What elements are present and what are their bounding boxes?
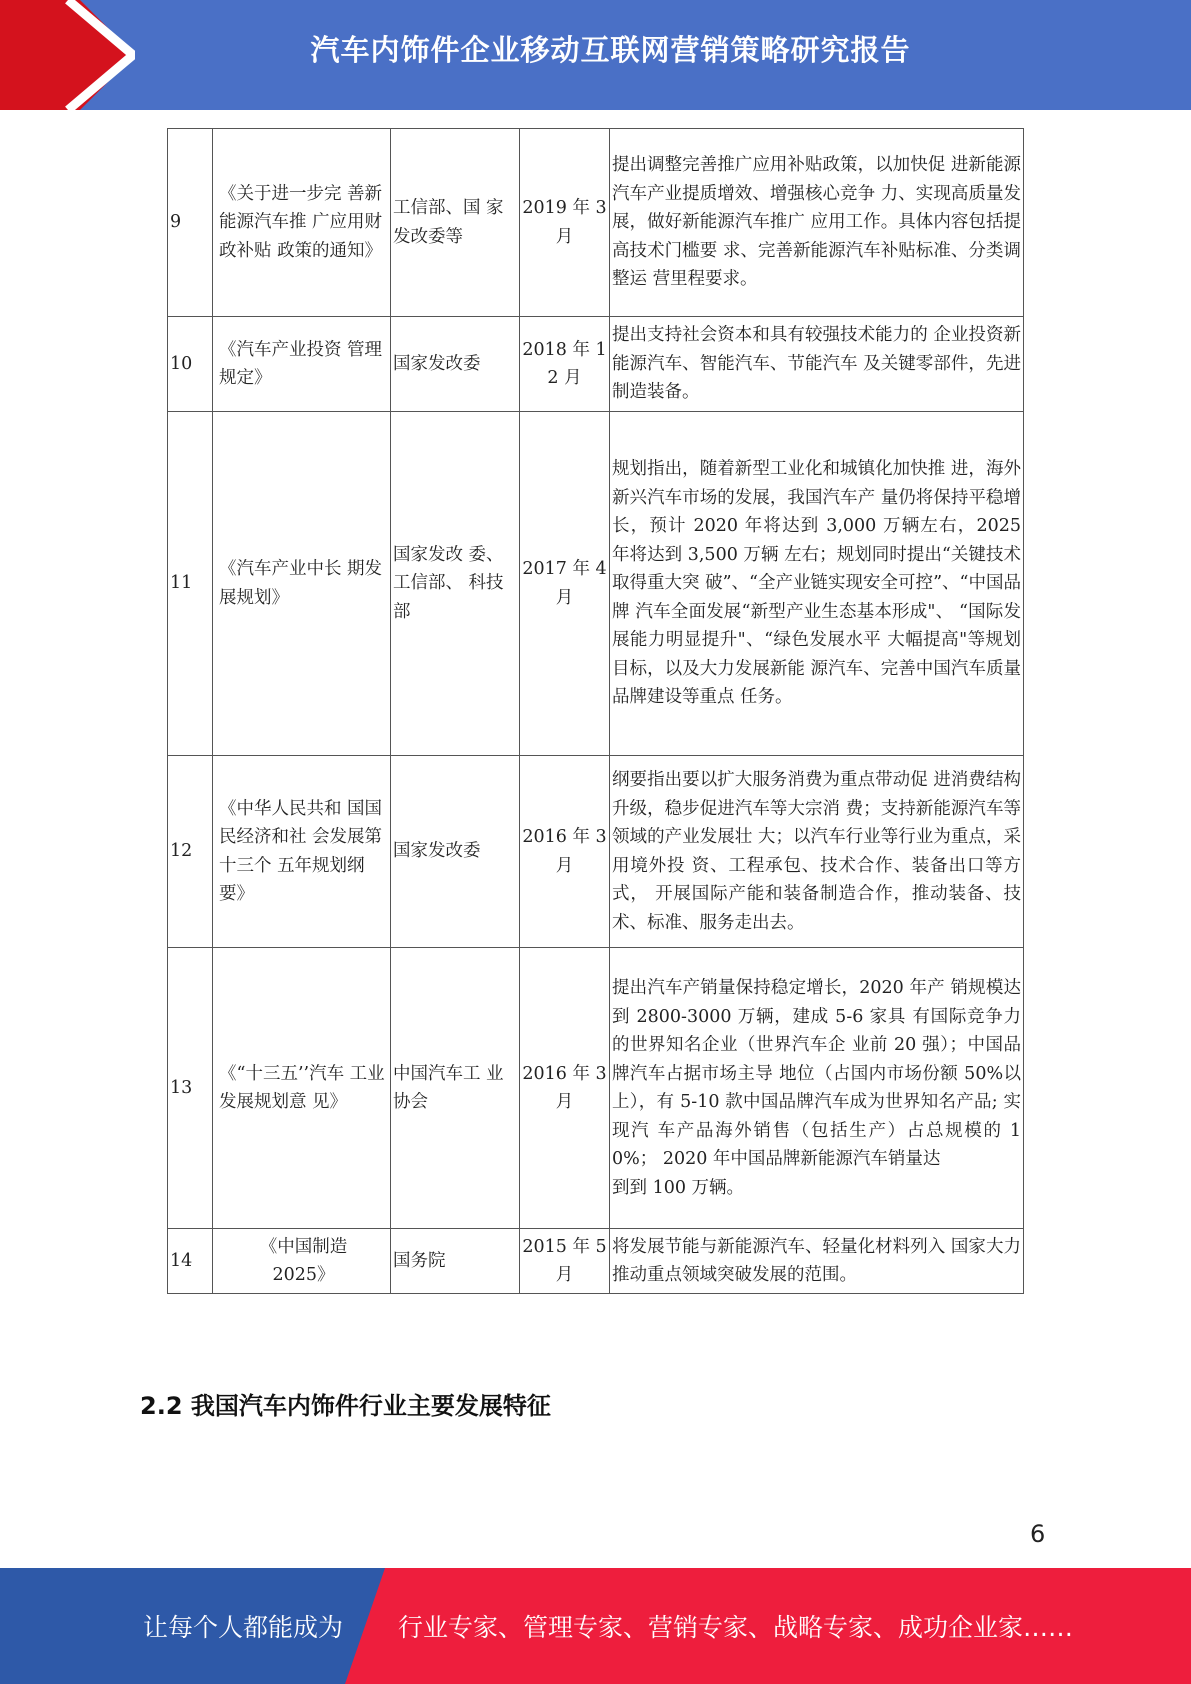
policy-description: 提出调整完善推广应用补贴政策，以加快促 进新能源汽车产业提质增效、增强核心竞争 力、实现高质量发展，做好新能源汽车推广 应用工作。具体内容包括提高技术门槛要 求、完善新能源汽车补贴标准、分类调整运 营里程要求。 bbox=[610, 129, 1024, 317]
policy-table bbox=[167, 128, 1024, 1294]
policy-description: 将发展节能与新能源汽车、轻量化材料列入 国家大力推动重点领域突破发展的范围。 bbox=[610, 1229, 1024, 1294]
policy-name: 《中国制造 2025》 bbox=[213, 1229, 391, 1294]
report-title: 汽车内饰件企业移动互联网营销策略研究报告 bbox=[310, 33, 911, 67]
table-row bbox=[168, 129, 1024, 317]
table-row bbox=[168, 1229, 1024, 1294]
policy-date: 2018 年 12 月 bbox=[520, 317, 610, 412]
policy-name: 《“十三五’’汽车 工业发展规划意 见》 bbox=[213, 948, 391, 1229]
policy-date: 2019 年 3月 bbox=[520, 129, 610, 317]
policy-name: 《汽车产业投资 管理规定》 bbox=[213, 317, 391, 412]
row-number: 12 bbox=[168, 756, 213, 948]
table-row bbox=[168, 317, 1024, 412]
policy-department: 国务院 bbox=[391, 1229, 520, 1294]
row-number: 11 bbox=[168, 412, 213, 756]
policy-name: 《中华人民共和 国国民经济和社 会发展第十三个 五年规划纲要》 bbox=[213, 756, 391, 948]
policy-description: 纲要指出要以扩大服务消费为重点带动促 进消费结构升级，稳步促进汽车等大宗消 费；支持新能源汽车等领域的产业发展壮 大；以汽车行业等行业为重点，采用境外投 资、工程承包、技术合作、装备出口等方式， 开展国际产能和装备制造合作，推动装备、技术、标准、服务走出去。 bbox=[610, 756, 1024, 948]
policy-department: 国家发改委 bbox=[391, 317, 520, 412]
footer-slogan-left: 让每个人都能成为 bbox=[143, 1613, 344, 1642]
policy-department: 国家发改委 bbox=[391, 756, 520, 948]
policy-department: 中国汽车工 业协会 bbox=[391, 948, 520, 1229]
policy-date: 2016 年 3月 bbox=[520, 756, 610, 948]
table-row bbox=[168, 412, 1024, 756]
policy-description: 规划指出，随着新型工业化和城镇化加快推 进，海外新兴汽车市场的发展，我国汽车产 量仍将保持平稳增长，预计 2020 年将达到 3,000 万辆左右，2025 年将达到 3,500 万辆 左右；规划同时提出“关键技术取得重大突 破”、“全产业链实现安全可控”、“中国品牌 汽车全面发展“新型产业生态基本形成"、 “国际发展能力明显提升"、“绿色发展水平 大幅提高"等规划目标，以及大力发展新能 源汽车、完善中国汽车质量品牌建设等重点 任务。 bbox=[610, 412, 1024, 756]
table-row bbox=[168, 948, 1024, 1229]
policy-description: 提出汽车产销量保持稳定增长，2020 年产 销规模达到 2800-3000 万辆，建成 5-6 家具 有国际竞争力的世界知名企业（世界汽车企 业前 20 强）；中国品牌汽车占据市场主导 地位（占国内市场份额 50%以上），有 5-10 款中国品牌汽车成为世界知名产品; 实现汽 车产品海外销售（包括生产）占总规模的 10%； 2020 年中国品牌新能源汽车销量达 到到 100 万辆。 bbox=[610, 948, 1024, 1229]
footer-slogan-right: 行业专家、管理专家、营销专家、战略专家、成功企业家…… bbox=[398, 1613, 1074, 1642]
policy-department: 国家发改 委、工信部、 科技部 bbox=[391, 412, 520, 756]
table-row bbox=[168, 756, 1024, 948]
row-number: 14 bbox=[168, 1229, 213, 1294]
page-number: 6 bbox=[1030, 1520, 1046, 1548]
section-heading: 2.2 我国汽车内饰件行业主要发展特征 bbox=[140, 1392, 551, 1420]
policy-date: 2017 年 4月 bbox=[520, 412, 610, 756]
policy-name: 《关于进一步完 善新能源汽车推 广应用财政补贴 政策的通知》 bbox=[213, 129, 391, 317]
policy-date: 2015 年 5月 bbox=[520, 1229, 610, 1294]
policy-description: 提出支持社会资本和具有较强技术能力的 企业投资新能源汽车、智能汽车、节能汽车 及关键零部件，先进制造装备。 bbox=[610, 317, 1024, 412]
policy-date: 2016 年 3月 bbox=[520, 948, 610, 1229]
row-number: 10 bbox=[168, 317, 213, 412]
row-number: 9 bbox=[168, 129, 213, 317]
policy-department: 工信部、国 家发改委等 bbox=[391, 129, 520, 317]
policy-name: 《汽车产业中长 期发展规划》 bbox=[213, 412, 391, 756]
row-number: 13 bbox=[168, 948, 213, 1229]
page-header bbox=[0, 0, 1191, 110]
